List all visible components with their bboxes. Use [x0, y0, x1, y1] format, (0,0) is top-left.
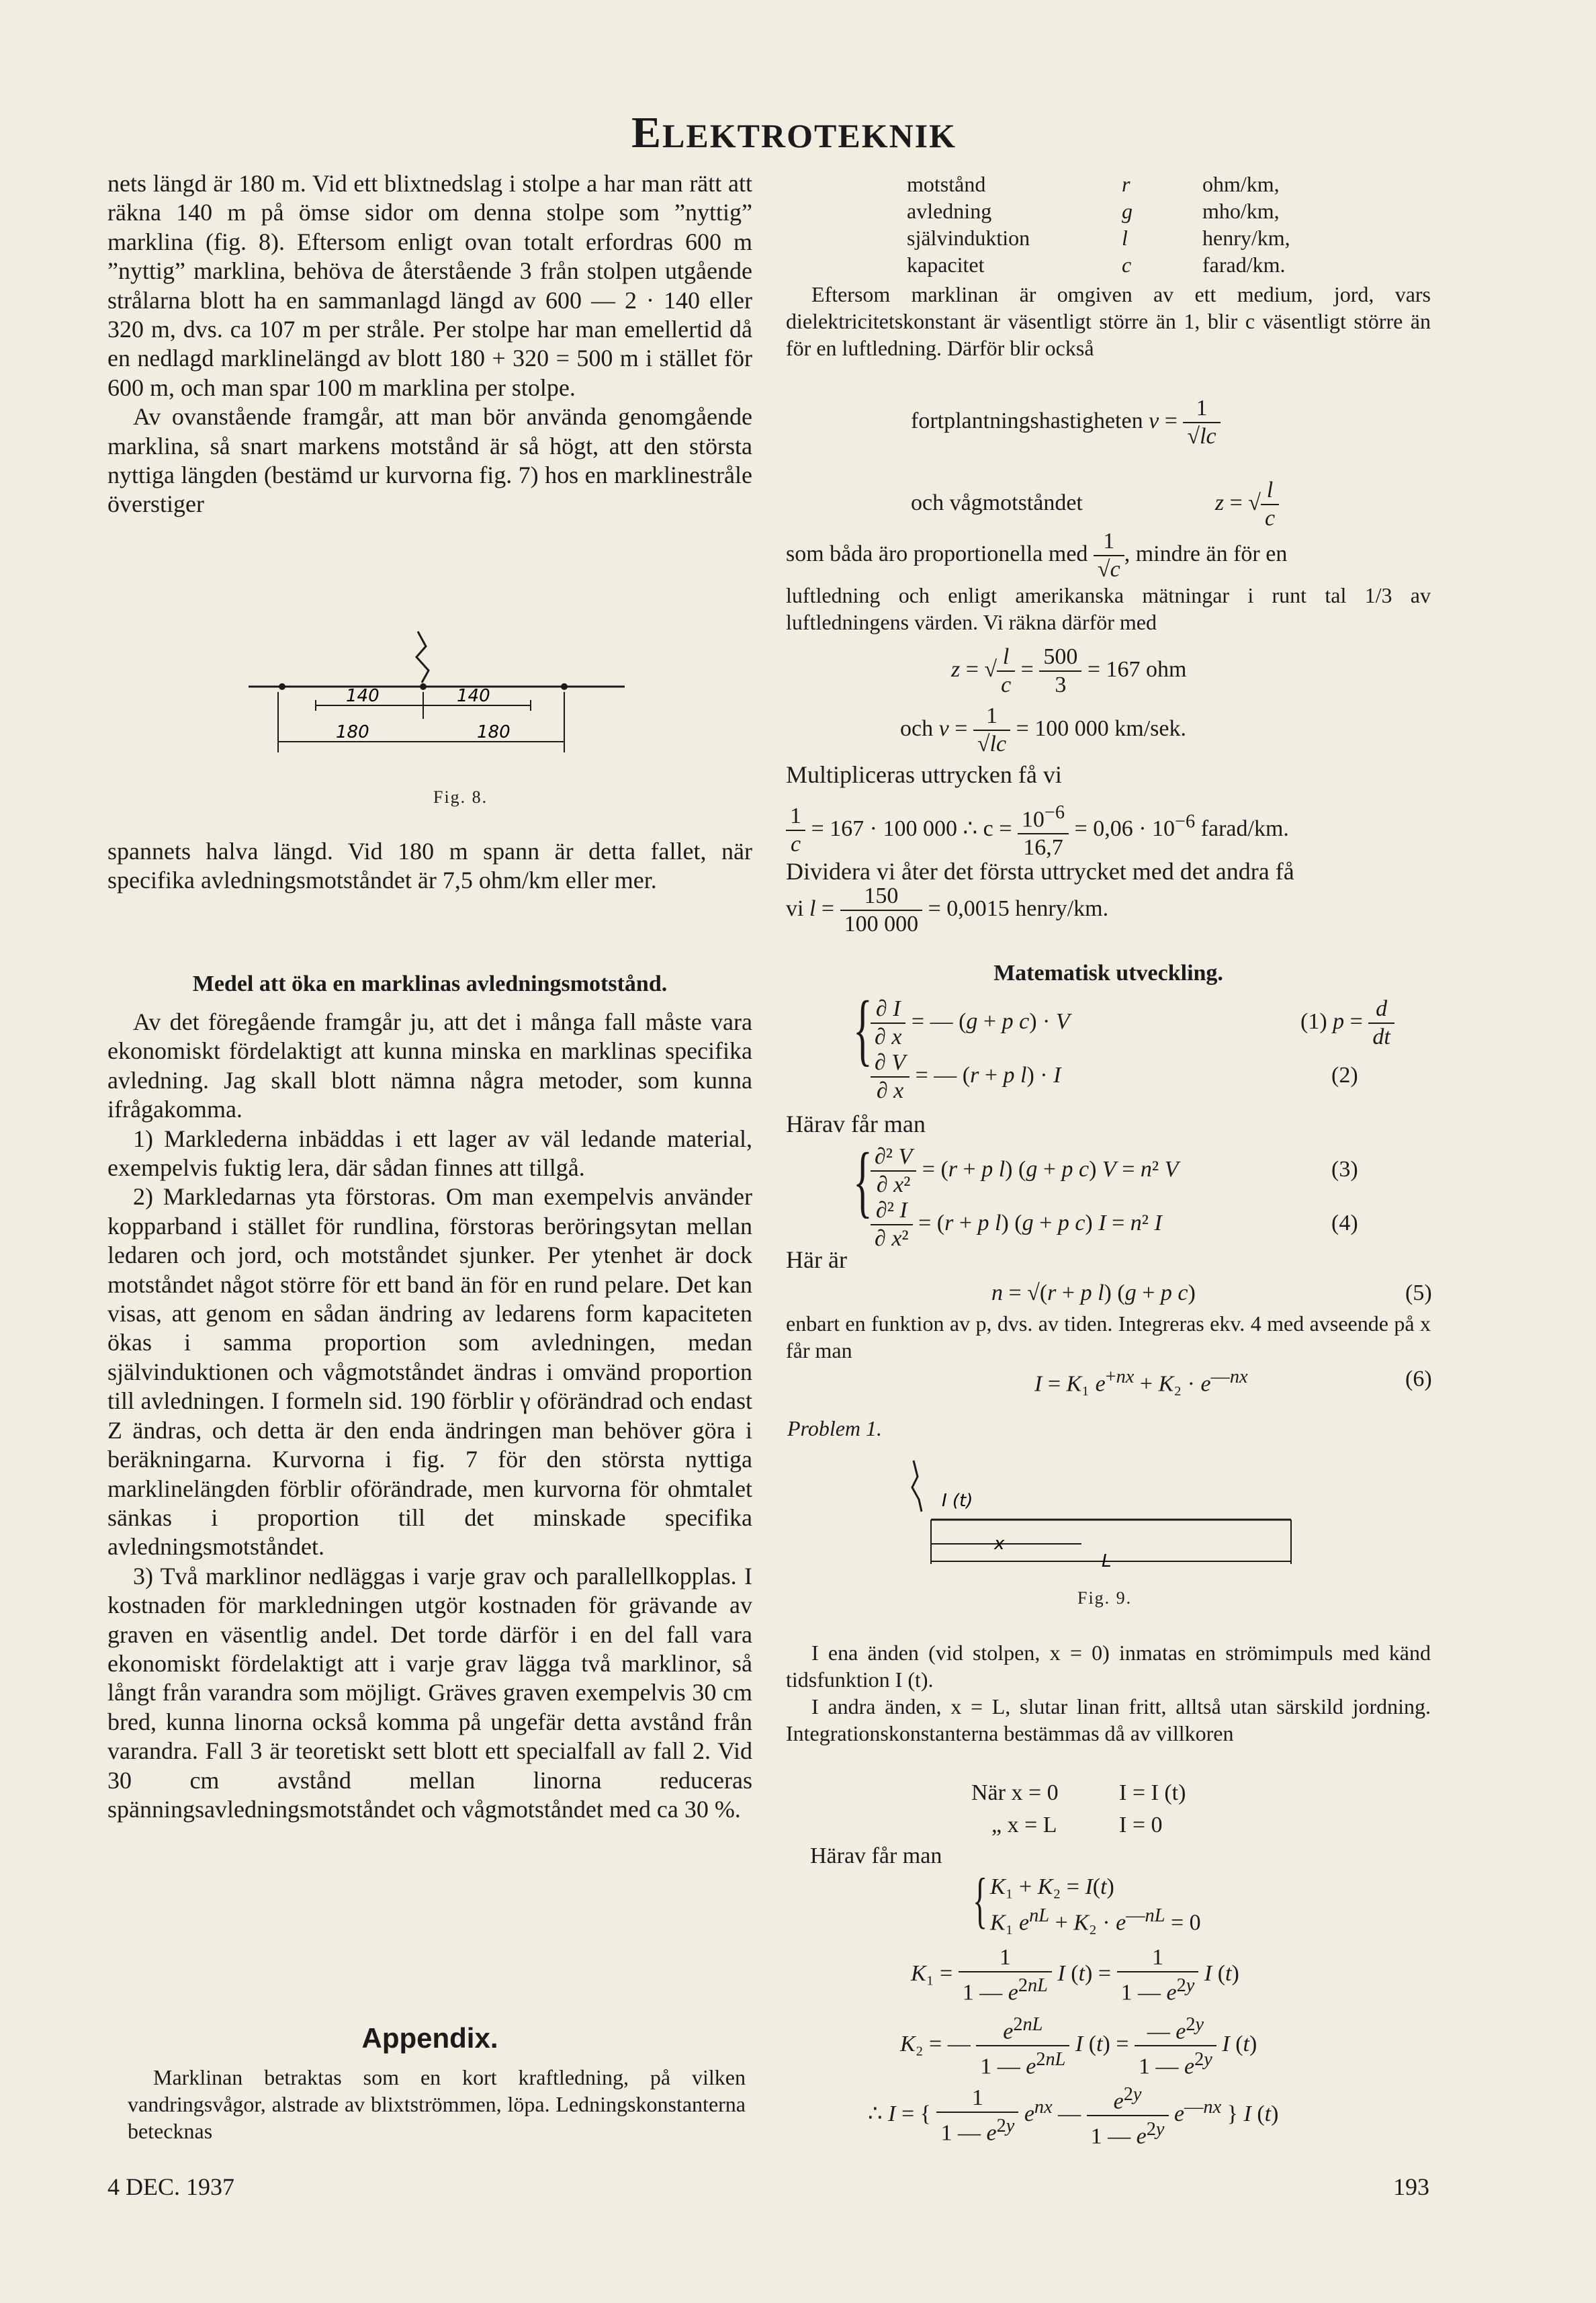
equation-1: $\frac{\partial I}{\partial x}$ = — (g + p c) · V	[871, 996, 1070, 1051]
velocity-label: fortplantningshastigheten	[911, 408, 1143, 433]
fig9-label-L: L	[1102, 1551, 1112, 1571]
v-result: = 100 000 km/sek.	[1016, 715, 1186, 741]
constant-unit: farad/km.	[1202, 253, 1286, 277]
right-paragraph-1-wrap	[786, 281, 1431, 361]
figure-9	[907, 1457, 1310, 1577]
brace-12: {	[853, 984, 873, 1074]
eqnum-5: (5)	[1405, 1280, 1432, 1305]
v-value-formula: och v = $\frac{1}{√lc}$ = 100 000 km/sek.	[900, 703, 1186, 756]
c-value-formula: $\frac{1}{c}$ = 167 · 100 000 ∴ c = $\frac{10^{-6}}{16,7}$ = $0,06 \cdot 10^{-6}$ farad/km.	[786, 799, 1289, 861]
right-paragraph-4-wrap	[786, 1639, 1431, 1747]
constant-symbol: r	[1122, 172, 1130, 196]
appendix-paragraph: Marklinan betraktas som en kort kraftledning, på vilken vandringsvågor, alstrade av blixtströmmen, löpa. Ledningskonstanterna betecknas	[128, 2065, 746, 2143]
right-paragraph-2: luftledning och enligt amerikanska mätningar i runt tal 1/3 av luftledningens värden. Vi räkna därför med	[786, 583, 1431, 634]
c-line-a: = 167 · 100 000 ∴ c =	[811, 816, 1012, 841]
equation-1-note: (1) p = $\frac{d}{dt}$	[1300, 996, 1394, 1051]
constant-row	[907, 224, 1290, 251]
right-paragraph-3-wrap	[786, 1310, 1431, 1364]
proportional-text-b: , mindre än för en	[1124, 541, 1288, 566]
appendix-heading: Appendix.	[361, 2022, 498, 2054]
left-paragraph-2: Av ovanstående framgår, att man bör använda genomgående marklina, så snart markens motstånd är så högt, att den största nyttiga längden (bestämd ur kurvorna fig. 7) hos en marklinestråle överstiger	[107, 403, 752, 518]
equation-5: n = √(r + p l) (g + p c)	[991, 1280, 1196, 1305]
harav-line-1: Härav får man	[786, 1111, 926, 1137]
i-final-formula: ∴ I = { $\frac{1}{1 — e^{2y}}$ $e^{nx}$ — $\frac{e^{2y}}{1 — e^{2y}}$ $e^{—nx}$ } I (t)	[868, 2081, 1278, 2150]
left-paragraph-1: nets längd är 180 m. Vid ett blixtnedslag i stolpe a har man rätt att räkna 140 m på ömse sidor om denna stolpe som ”nyttig” marklina (fig. 8). Eftersom enligt ovan totalt erfordras 600 m ”nyttig” marklina, behöva de återstående 3 från stolpen utgående strålarna blott ha en sammanlagd längd av 600 — 2 · 140 eller 320 m, dvs. ca 107 m per stråle. Per stolpe har man emellertid då en nedlagd marklinelängd av blott 180 + 320 = 500 m i stället för 600 m, och man spar 100 m marklina per stolpe.	[107, 170, 752, 401]
condition-1	[971, 1780, 1186, 1806]
fig8-label-180b: 180	[477, 722, 511, 742]
z-numerator: 500	[1039, 644, 1081, 672]
right-paragraph-2-wrap	[786, 582, 1431, 636]
problem-heading: Problem 1.	[787, 1416, 883, 1440]
condition-1-b: I = I (t)	[1119, 1780, 1186, 1805]
c-result: = 0,06 · 10	[1074, 816, 1176, 841]
fig8-caption: Fig. 8.	[433, 787, 488, 807]
constant-unit: henry/km,	[1202, 226, 1290, 250]
eqnum-4: (4)	[1331, 1211, 1358, 1235]
equation-3: $\frac{\text{∂² V}}{\text{∂ x²}}$ = (r + p l) (g + p c) V = n² V	[871, 1143, 1178, 1199]
left-column-c	[107, 1008, 752, 1824]
l-result: = 0,0015 henry/km.	[928, 896, 1109, 921]
v-label: och	[900, 715, 934, 741]
k1-formula: K₁ = $\frac{1}{1 — e^{2nL}}$ I (t) = $\frac{1}{1 — e^{2y}}$ I (t)	[911, 1945, 1239, 2005]
condition-2	[991, 1813, 1163, 1838]
fig9-caption: Fig. 9.	[1077, 1588, 1133, 1608]
eqnum-2: (2)	[1331, 1063, 1358, 1088]
equation-6: I = K₁ $e^{+nx} + K_2 \cdot e^{—nx}$	[1034, 1366, 1248, 1397]
fig9-label-it: I (t)	[942, 1491, 973, 1511]
harav-line-2: Härav får man	[810, 1843, 942, 1868]
k-system-2: K₁ $e^{nL} + K_2 \cdot e^{—nL} = 0$	[990, 1905, 1201, 1936]
right-paragraph-4: I ena änden (vid stolpen, x = 0) inmatas en strömimpuls med känd tidsfunktion I (t).	[786, 1641, 1431, 1692]
constant-name: avledning	[907, 199, 992, 223]
k2-formula: K₂ = — $\frac{e^{2nL}}{1 — e^{2nL}}$ I (t) = $\frac{— e^{2y}}{1 — e^{2y}}$ I (t)	[900, 2011, 1257, 2081]
condition-2-a: „ x = L	[991, 1813, 1057, 1837]
brace-34: {	[853, 1136, 873, 1225]
z-result: = 167 ohm	[1087, 656, 1187, 682]
fig8-label-140b: 140	[457, 686, 490, 706]
har-ar-line: Här är	[786, 1246, 847, 1273]
condition-1-a: När x = 0	[971, 1780, 1059, 1805]
c-numerator: 10	[1021, 807, 1045, 832]
constant-unit: mho/km,	[1202, 199, 1280, 223]
l-denominator: 100 000	[844, 912, 919, 937]
constant-row	[907, 198, 1290, 224]
equation-2: $\frac{\partial V}{\partial x}$ = — (r + p l) · I	[871, 1049, 1061, 1104]
constant-symbol: c	[1122, 253, 1132, 277]
l-prefix: vi	[786, 896, 804, 921]
z-denominator: 3	[1055, 672, 1067, 697]
l-value-formula: vi l = $\frac{150}{100 000}$ = 0,0015 henry/km.	[786, 883, 1109, 937]
right-paragraph-1: Eftersom marklinan är omgiven av ett medium, jord, vars dielektricitetskonstant är väsentligt större än 1, blir c väsentligt större än för en luftledning. Därför blir också	[786, 282, 1431, 360]
constant-name: kapacitet	[907, 253, 985, 277]
fig9-label-x: x	[994, 1534, 1005, 1554]
section-heading: Medel att öka en marklinas avledningsmotstånd.	[192, 971, 668, 996]
proportional-line: som båda äro proportionella med $\frac{1}{√c}$ , mindre än för en	[786, 529, 1288, 582]
condition-2-b: I = 0	[1119, 1813, 1163, 1837]
left-paragraph-3: spannets halva längd. Vid 180 m spann är detta fallet, när specifika avledningsmotståndet är 7,5 ohm/km eller mer.	[107, 838, 752, 894]
page-header	[631, 107, 957, 159]
header-first-letter: E	[631, 108, 663, 157]
equation-4: $\frac{\text{∂² I}}{\text{∂ x²}}$ = (r + p l) (g + p c) I = n² I	[871, 1197, 1162, 1252]
c-unit: farad/km.	[1195, 816, 1289, 841]
figure-8	[249, 618, 638, 752]
constant-unit: ohm/km,	[1202, 172, 1280, 196]
divide-line: Dividera vi åter det första uttrycket med det andra få	[786, 858, 1294, 885]
right-paragraph-3: enbart en funktion av p, dvs. av tiden. Integreras ekv. 4 med avseende på x får man	[786, 1311, 1431, 1362]
z-value-formula: z = √ $\frac{l}{c}$ = $\frac{500}{3}$ = 167 ohm	[951, 644, 1187, 697]
constant-symbol: g	[1122, 199, 1133, 223]
left-paragraph-6: 2) Markledarnas yta förstoras. Om man exempelvis använder kopparband i stället för rundlina, förstoras beröringsytan mellan ledaren och jord, och motståndet sjunker. Per ytenhet är dock motståndet något större för ett band än för en rund pelare. Det kan visas, att genom en sådan ändring av ledarens form kapaciteten ökas i samma proportion som avledningen, medan självinduktionen och vågmotståndet ändras i omvänd proportion till avledningen. I formeln sid. 190 förblir γ oförändrad och endast Z ändras, och detta är den enda ändringen man behöver göra i beräkningarna. Kurvorna i fig. 7 för den största nyttiga marklinelängden förblir oförändrade, men kurvorna för ohmtalet sänkas i proportion till det minskade specifika avledningsmotståndet.	[107, 1183, 752, 1561]
left-column	[107, 169, 752, 519]
brace-k: {	[973, 1866, 988, 1934]
constant-name: självinduktion	[907, 226, 1030, 250]
right-paragraph-5: I andra änden, x = L, slutar linan fritt, alltså utan särskild jordning. Integrationskonstanterna bestämmas då av villkoren	[786, 1694, 1431, 1745]
constant-row	[907, 171, 1290, 198]
footer-date: 4 DEC. 1937	[107, 2173, 234, 2200]
header-rest: LEKTROTEKNIK	[662, 117, 957, 155]
constant-symbol: l	[1122, 226, 1128, 250]
constant-name: motstånd	[907, 172, 986, 196]
velocity-formula: fortplantningshastigheten v = $\frac{1}{√lc}$	[911, 395, 1221, 450]
left-paragraph-7: 3) Två marklinor nedläggas i varje grav och parallellkopplas. I kostnaden för markledningen utgör kostnaden för grävande av graven en väsentlig andel. Det torde därför i en del fall vara ekonomiskt fördelaktigt att i varje grav lägga två marklinor, så långt från varandra som möjligt. Gräves graven exempelvis 30 cm bred, kunna linorna också komma på ungefär detta avstånd från varandra. Fall 3 är teoretiskt sett blott ett specialfall av fall 2. Vid 30 cm avstånd mellan linorna reduceras spänningsavledningsmotståndet och vågmotståndet med ca 30 %.	[107, 1562, 752, 1823]
constants-table	[907, 171, 1290, 278]
fig8-label-140a: 140	[346, 686, 380, 706]
k-system-1: K₁ + K₂ = I(t)	[990, 1874, 1114, 1899]
multiply-line: Multipliceras uttrycken få vi	[786, 761, 1062, 788]
impedance-label: och vågmotståndet	[911, 490, 1083, 515]
left-column-b	[107, 837, 752, 896]
page-number: 193	[1393, 2173, 1429, 2200]
l-numerator: 150	[840, 883, 923, 911]
c-denominator: 16,7	[1023, 835, 1063, 861]
fig8-label-180a: 180	[336, 722, 369, 742]
left-paragraph-4: Av det föregående framgår ju, att det i många fall måste vara ekonomiskt fördelaktigt att kunna minska en marklinas specifika avledning. Jag skall blott nämna några metoder, som kunna ifrågakomma.	[107, 1008, 752, 1123]
appendix-text	[128, 2064, 746, 2144]
eqnum-1: (1)	[1300, 1008, 1327, 1034]
constant-row	[907, 251, 1290, 278]
impedance-formula: och vågmotståndet z = √ $\frac{l}{c}$	[911, 477, 1279, 532]
math-heading: Matematisk utveckling.	[993, 961, 1223, 986]
eqnum-6: (6)	[1405, 1366, 1432, 1391]
left-paragraph-5: 1) Marklederna inbäddas i ett lager av väl ledande material, exempelvis fuktig lera, där sådan finnes att tillgå.	[107, 1125, 752, 1182]
eqnum-3: (3)	[1331, 1157, 1358, 1182]
proportional-text-a: som båda äro proportionella med	[786, 541, 1088, 566]
